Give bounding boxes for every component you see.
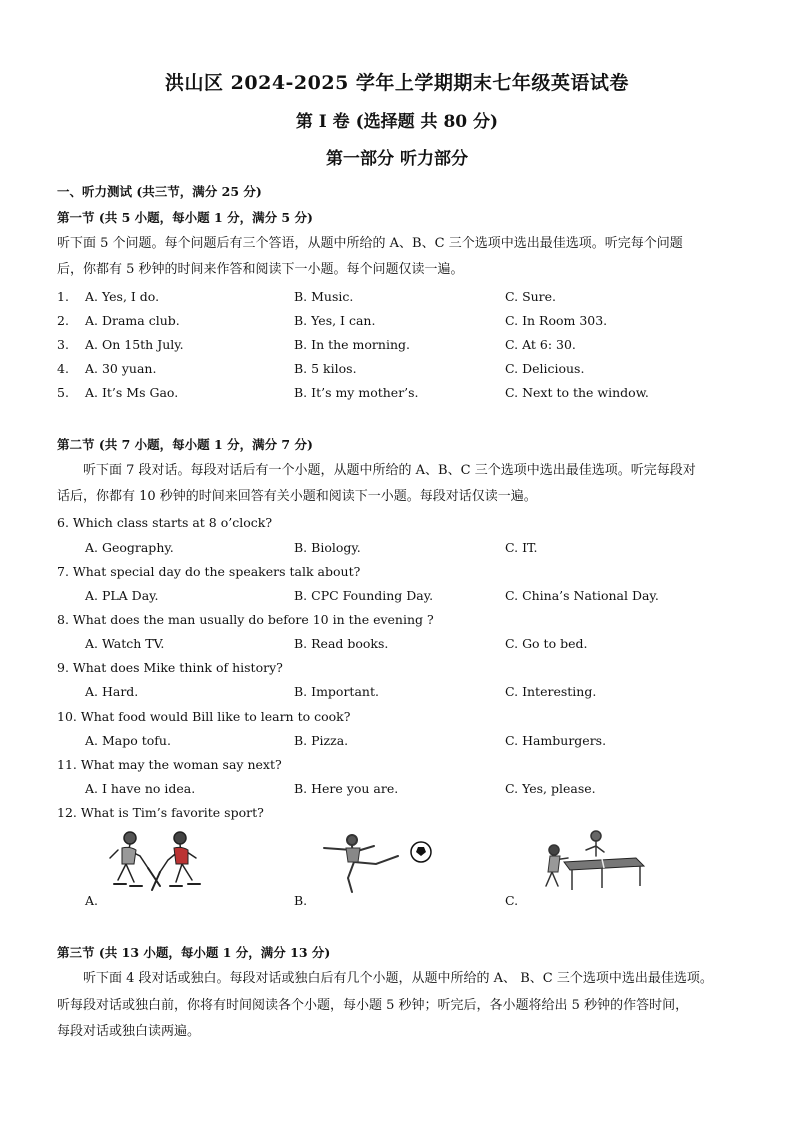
question-number: 1. (57, 289, 69, 304)
option-a: A. PLA Day. (85, 588, 159, 603)
section1-instructions-line1: 听下面 5 个问题。每个问题后有三个答语，从题中所给的 A、B、C 三个选项中选出最佳选项。听完每个问题 (57, 236, 683, 251)
option-b: B. Here you are. (294, 781, 399, 796)
question-text: 9. What does Mike think of history? (57, 660, 283, 675)
options-row (57, 636, 757, 656)
option-c: C. In Room 303. (505, 313, 608, 328)
question-text: 6. Which class starts at 8 o’clock? (57, 515, 273, 530)
option-a: A. Drama club. (85, 313, 180, 328)
option-b: B. 5 kilos. (294, 361, 357, 376)
option-a: A. Mapo tofu. (85, 733, 171, 748)
option-c: C. Delicious. (505, 361, 585, 376)
section2-instructions-line1: 听下面 7 段对话。每段对话后有一个小题，从题中所给的 A、B、C 三个选项中选出最佳选项。听完每段对 (83, 463, 696, 478)
option-c: C. Go to bed. (505, 636, 588, 651)
option-a: A. I have no idea. (85, 781, 196, 796)
section2-heading: 第二节 (共 7 小题，每小题 1 分，满分 7 分) (57, 437, 313, 452)
picture-a-label: A. (85, 893, 99, 908)
options-row (57, 733, 757, 753)
option-c: C. Interesting. (505, 684, 597, 699)
question-number: 3. (57, 337, 69, 352)
section3-instructions-line3: 每段对话或独白读两遍。 (57, 1024, 201, 1039)
table-tennis-players-icon (540, 828, 650, 898)
option-c: C. Sure. (505, 289, 557, 304)
options-row (57, 588, 757, 608)
ice-hockey-players-icon (100, 828, 210, 898)
question-text: 11. What may the woman say next? (57, 757, 282, 772)
option-b: B. It’s my mother’s. (294, 385, 419, 400)
question-text: 7. What special day do the speakers talk about? (57, 564, 361, 579)
section3-instructions-line2: 听每段对话或独白前，你将有时间阅读各个小题，每小题 5 秒钟；听完后，各小题将给出 5 秒钟的作答时间， (57, 998, 689, 1013)
section3-instructions-line1: 听下面 4 段对话或独白。每段对话或独白后有几个小题，从题中所给的 A、 B、C 三个选项中选出最佳选项。 (83, 971, 713, 986)
section3-heading: 第三节 (共 13 小题，每小题 1 分，满分 13 分) (57, 945, 331, 960)
options-row (57, 540, 757, 560)
exam-title: 洪山区 2024-2025 学年上学期期末七年级英语试卷 (165, 72, 629, 94)
question-text: 12. What is Tim’s favorite sport? (57, 805, 264, 820)
soccer-player-kicking-icon (318, 832, 436, 896)
question-row (57, 385, 757, 405)
option-b: B. In the morning. (294, 337, 410, 352)
section1-heading: 第一节 (共 5 小题，每小题 1 分，满分 5 分) (57, 210, 313, 225)
section2-instructions-line2: 话后，你都有 10 秒钟的时间来回答有关小题和阅读下一小题。每段对话仅读一遍。 (57, 489, 537, 504)
question-row (57, 289, 757, 309)
option-b: B. CPC Founding Day. (294, 588, 434, 603)
option-a: A. Watch TV. (85, 636, 165, 651)
question-text: 10. What food would Bill like to learn to cook? (57, 709, 351, 724)
option-c: C. IT. (505, 540, 538, 555)
option-b: B. Important. (294, 684, 379, 699)
question-row (57, 337, 757, 357)
picture-b-label: B. (294, 893, 308, 908)
option-b: B. Yes, I can. (294, 313, 376, 328)
part-title: 第一部分 听力部分 (326, 149, 468, 169)
option-a: A. 30 yuan. (85, 361, 157, 376)
question-text: 8. What does the man usually do before 10 in the evening ? (57, 612, 434, 627)
option-c: C. Hamburgers. (505, 733, 607, 748)
section-heading: 一、听力测试 (共三节，满分 25 分) (57, 184, 262, 199)
option-a: A. It’s Ms Gao. (85, 385, 179, 400)
option-c: C. At 6: 30. (505, 337, 576, 352)
option-a: A. On 15th July. (85, 337, 184, 352)
picture-c-label: C. (505, 893, 519, 908)
option-b: B. Pizza. (294, 733, 349, 748)
section1-instructions-line2: 后，你都有 5 秒钟的时间来作答和阅读下一小题。每个问题仅读一遍。 (57, 262, 464, 277)
option-b: B. Read books. (294, 636, 389, 651)
volume-title: 第 I 卷 (选择题 共 80 分) (295, 112, 499, 132)
question-number: 5. (57, 385, 69, 400)
options-row (57, 781, 757, 801)
option-c: C. Yes, please. (505, 781, 596, 796)
option-a: A. Yes, I do. (85, 289, 160, 304)
option-b: B. Music. (294, 289, 354, 304)
option-c: C. Next to the window. (505, 385, 649, 400)
option-a: A. Geography. (85, 540, 174, 555)
question-row (57, 313, 757, 333)
options-row (57, 684, 757, 704)
question-number: 4. (57, 361, 69, 376)
question-row (57, 361, 757, 381)
question-number: 2. (57, 313, 69, 328)
option-b: B. Biology. (294, 540, 361, 555)
option-c: C. China’s National Day. (505, 588, 659, 603)
option-a: A. Hard. (85, 684, 139, 699)
